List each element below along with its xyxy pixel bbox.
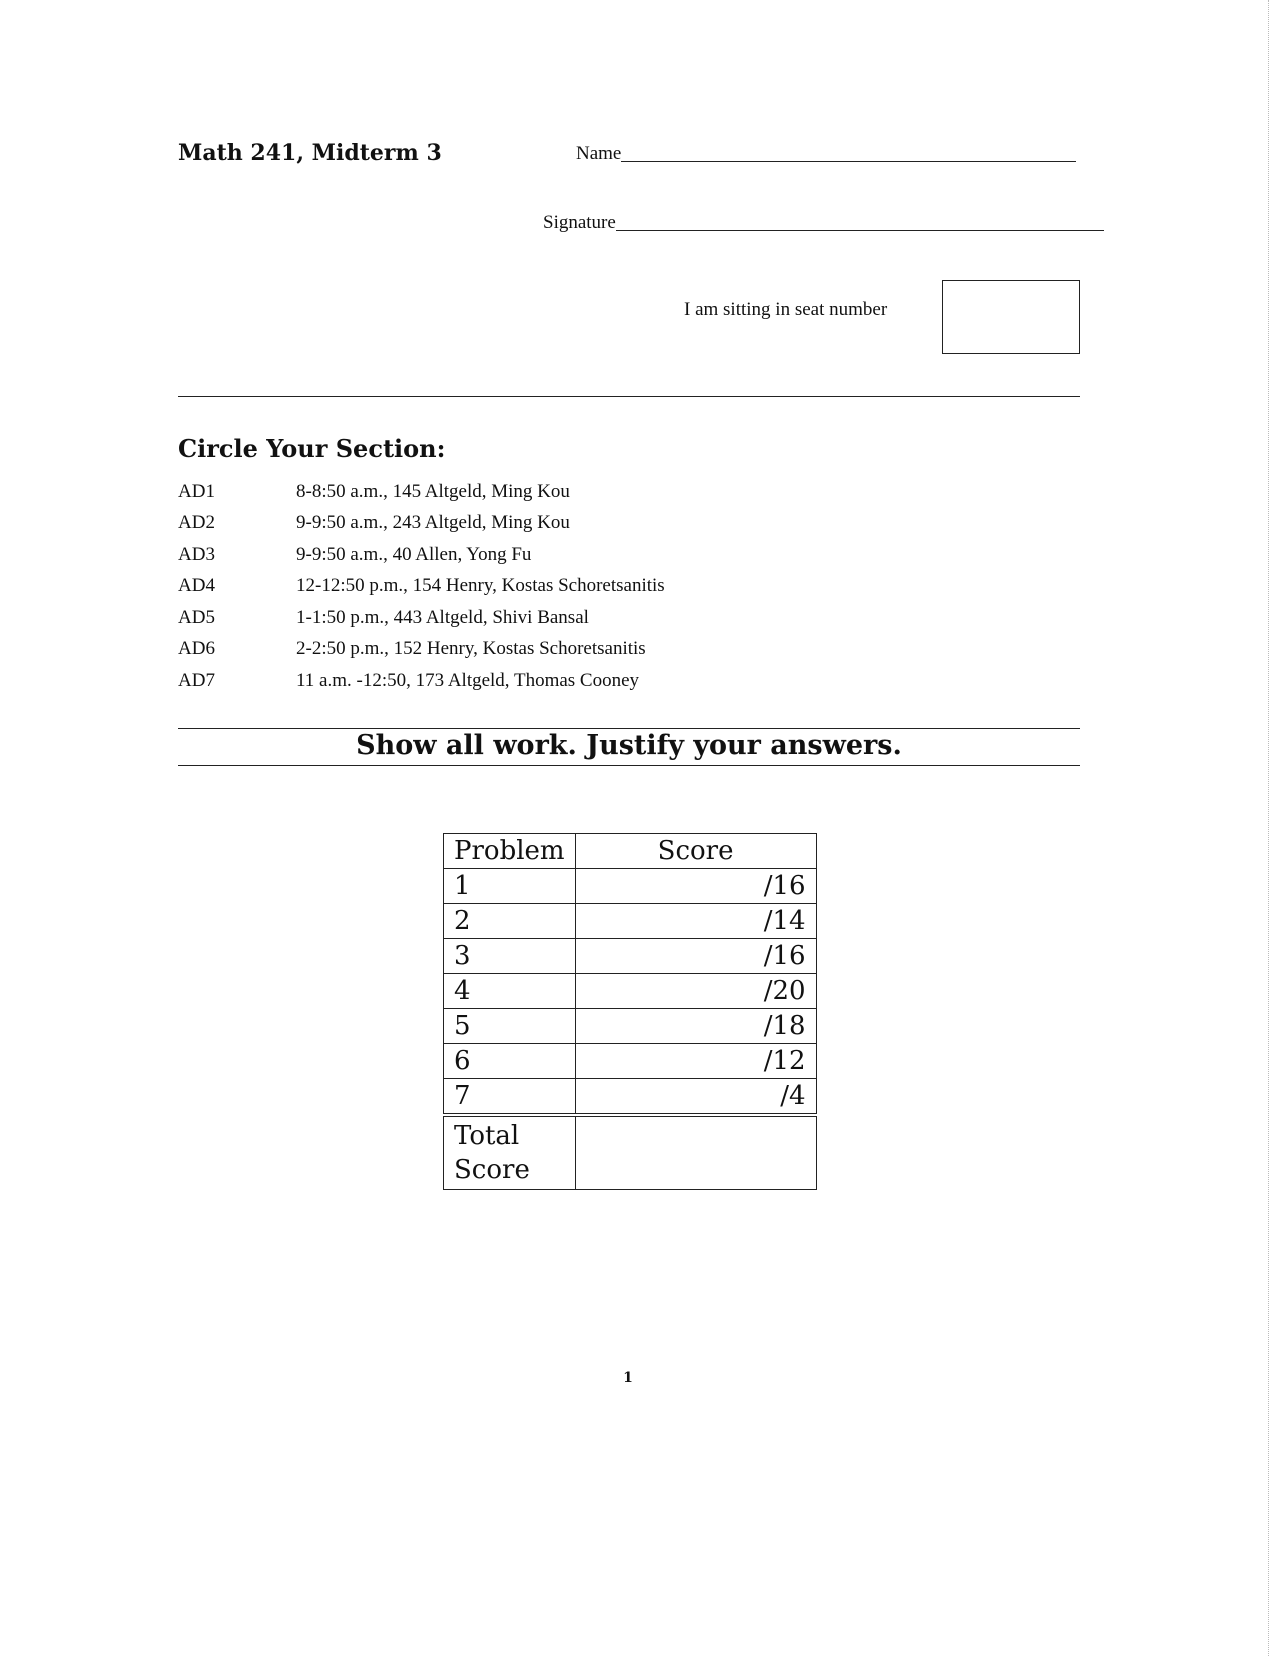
total-label	[444, 1117, 576, 1190]
seat-number-box[interactable]	[942, 280, 1080, 354]
problem-number: 1	[444, 869, 576, 904]
table-row	[444, 1044, 817, 1079]
section-list	[178, 476, 665, 697]
score-cell[interactable]: /12	[575, 1044, 816, 1079]
section-code: AD7	[178, 669, 215, 691]
divider-top	[178, 396, 1080, 397]
section-code: AD6	[178, 638, 215, 660]
score-cell[interactable]: /16	[575, 939, 816, 974]
signature-line[interactable]	[616, 230, 1104, 231]
section-item[interactable]	[178, 571, 665, 603]
score-cell[interactable]: /20	[575, 974, 816, 1009]
problem-number: 5	[444, 1009, 576, 1044]
section-code: AD5	[178, 606, 215, 628]
problem-number: 2	[444, 904, 576, 939]
divider-instructions-top	[178, 728, 1080, 729]
section-item[interactable]	[178, 476, 665, 508]
section-info: 8-8:50 a.m., 145 Altgeld, Ming Kou	[296, 480, 570, 502]
problem-number: 7	[444, 1079, 576, 1114]
name-line[interactable]	[621, 161, 1076, 162]
section-item[interactable]	[178, 665, 665, 697]
score-table-header	[444, 834, 817, 869]
table-row	[444, 1079, 817, 1114]
section-info: 2-2:50 p.m., 152 Henry, Kostas Schoretsanitis	[296, 638, 646, 660]
signature-field[interactable]	[543, 212, 1104, 234]
score-table	[443, 833, 817, 1190]
section-info: 12-12:50 p.m., 154 Henry, Kostas Schoretsanitis	[296, 575, 665, 597]
section-item[interactable]	[178, 508, 665, 540]
problem-number: 3	[444, 939, 576, 974]
scan-edge-artifact	[1268, 0, 1271, 1656]
section-item[interactable]	[178, 539, 665, 571]
section-info: 11 a.m. -12:50, 173 Altgeld, Thomas Cooney	[296, 669, 640, 691]
total-label-line2: Score	[454, 1155, 530, 1185]
section-code: AD3	[178, 543, 215, 565]
divider-instructions-bottom	[178, 765, 1080, 766]
problem-header: Problem	[444, 834, 576, 869]
table-row	[444, 1009, 817, 1044]
score-cell[interactable]: /4	[575, 1079, 816, 1114]
problem-number: 4	[444, 974, 576, 1009]
problem-number: 6	[444, 1044, 576, 1079]
total-label-line1: Total	[454, 1121, 520, 1151]
section-code: AD4	[178, 575, 215, 597]
table-row	[444, 939, 817, 974]
section-code: AD2	[178, 512, 215, 534]
name-label: Name	[576, 143, 622, 164]
total-score-cell[interactable]	[575, 1117, 816, 1190]
total-row	[444, 1117, 817, 1190]
section-info: 1-1:50 p.m., 443 Altgeld, Shivi Bansal	[296, 606, 589, 628]
table-row	[444, 869, 817, 904]
exam-title: Math 241, Midterm 3	[178, 140, 442, 166]
section-info: 9-9:50 a.m., 40 Allen, Yong Fu	[296, 543, 532, 565]
name-field[interactable]	[576, 143, 1076, 165]
seat-label: I am sitting in seat number	[684, 299, 888, 320]
section-item[interactable]	[178, 634, 665, 666]
score-cell[interactable]: /16	[575, 869, 816, 904]
section-item[interactable]	[178, 602, 665, 634]
table-row	[444, 974, 817, 1009]
section-heading: Circle Your Section:	[178, 434, 446, 463]
score-header: Score	[575, 834, 816, 869]
table-row	[444, 904, 817, 939]
score-cell[interactable]: /14	[575, 904, 816, 939]
section-info: 9-9:50 a.m., 243 Altgeld, Ming Kou	[296, 512, 570, 534]
signature-label: Signature	[543, 212, 616, 233]
section-code: AD1	[178, 480, 215, 502]
instructions: Show all work. Justify your answers.	[356, 730, 902, 761]
page-number: 1	[623, 1370, 633, 1386]
score-cell[interactable]: /18	[575, 1009, 816, 1044]
